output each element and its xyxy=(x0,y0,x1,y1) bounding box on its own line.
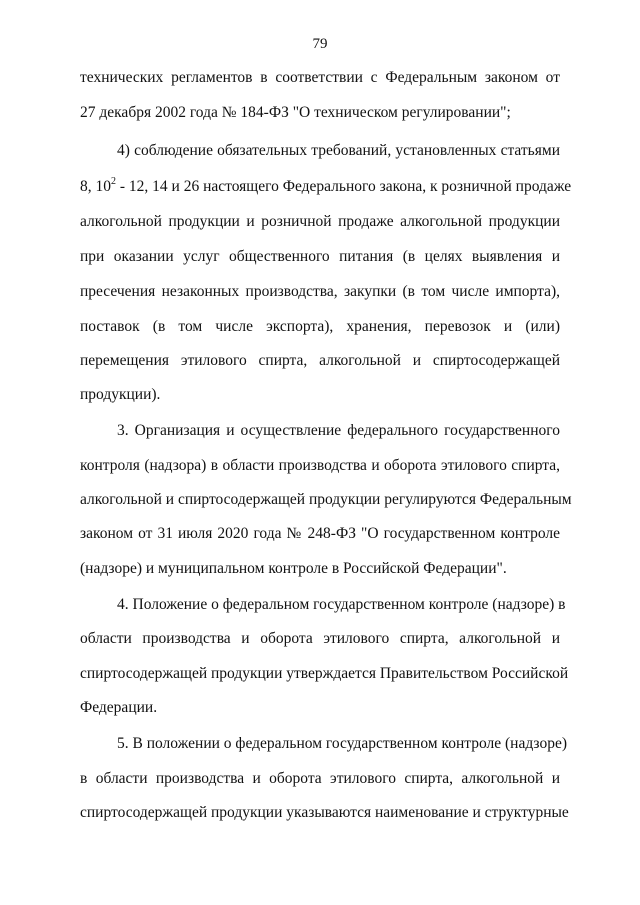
body-line: продукции). xyxy=(80,386,161,403)
body-line-with-superscript xyxy=(80,175,572,197)
superscript: 2 xyxy=(111,175,116,187)
body-line: 27 декабря 2002 года № 184-ФЗ "О техническом регулировании"; xyxy=(80,104,511,121)
body-line: пресечения незаконных производства, закупки (в том числе импорта), xyxy=(80,283,560,300)
body-line: Федерации. xyxy=(80,699,158,716)
paragraph-3-start: 3. Организация и осуществление федерального государственного xyxy=(117,422,560,439)
body-line: при оказании услуг общественного питания (в целях выявления и xyxy=(80,248,560,265)
body-line: законом от 31 июля 2020 года № 248-ФЗ "О государственном контроле xyxy=(80,525,560,542)
body-line: в области производства и оборота этилового спирта, алкогольной и xyxy=(80,770,560,787)
body-line: алкогольной продукции и розничной продаже алкогольной продукции xyxy=(80,213,560,230)
body-line: спиртосодержащей продукции утверждается Правительством Российской xyxy=(80,665,569,682)
article-ref-rest: - 12, 14 и 26 настоящего Федерального закона, к розничной продаже xyxy=(116,178,572,195)
article-ref-text: 8, 10 xyxy=(80,178,111,195)
page-number: 79 xyxy=(312,36,328,52)
body-line: алкогольной и спиртосодержащей продукции регулируются Федеральным xyxy=(80,491,572,508)
paragraph-4-start: 4) соблюдение обязательных требований, установленных статьями xyxy=(117,142,560,159)
body-line: области производства и оборота этилового спирта, алкогольной и xyxy=(80,630,560,647)
body-line: контроля (надзора) в области производства и оборота этилового спирта, xyxy=(80,457,560,474)
body-line: спиртосодержащей продукции указываются наименование и структурные xyxy=(80,804,569,821)
paragraph-5-start: 5. В положении о федеральном государственном контроле (надзоре) xyxy=(117,735,567,752)
body-line: перемещения этилового спирта, алкогольной и спиртосодержащей xyxy=(80,352,560,369)
paragraph-4b-start: 4. Положение о федеральном государственном контроле (надзоре) в xyxy=(117,596,566,613)
body-line: поставок (в том числе экспорта), хранения, перевозок и (или) xyxy=(80,318,560,335)
body-line: технических регламентов в соответствии с Федеральным законом от xyxy=(80,69,560,86)
body-line: (надзоре) и муниципальном контроле в Российской Федерации". xyxy=(80,560,507,577)
